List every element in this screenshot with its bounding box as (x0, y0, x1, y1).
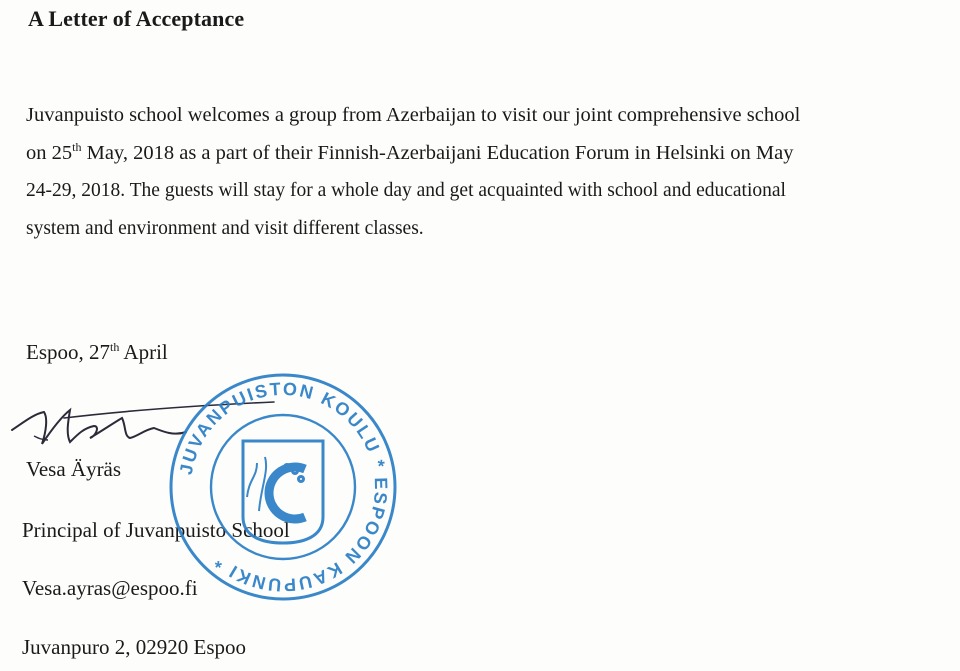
letter-body (26, 96, 956, 248)
school-stamp-seal (166, 370, 400, 604)
signer-name: Vesa Äyräs (26, 457, 122, 481)
date-end: April (119, 340, 168, 364)
body-line-2 (26, 134, 956, 172)
signer-role: Principal of Juvanpuisto School (22, 518, 290, 542)
letter-date (26, 340, 168, 365)
svg-text:JUVANPUISTON KOULU * ESPOON KA: JUVANPUISTON KOULU * ESPOON KAUPUNKI * (175, 378, 392, 596)
body-line-3: 24-29, 2018. The guests will stay for a whole day and get acquainted with school and educational (26, 180, 786, 201)
signer-email: Vesa.ayras@espoo.fi (22, 576, 198, 600)
body-line-4: system and environment and visit different classes. (26, 218, 424, 239)
date-ordinal: th (110, 340, 120, 354)
signer-address: Juvanpuro 2, 02920 Espoo (22, 635, 246, 659)
body-line-1: Juvanpuisto school welcomes a group from Azerbaijan to visit our joint comprehensive school (26, 104, 801, 126)
date-start: Espoo, 27 (26, 340, 110, 364)
body-line-2-ordinal: th (72, 140, 82, 155)
body-line-2-start: on 25 (26, 142, 73, 164)
body-line-2-end: May, 2018 as a part of their Finnish-Azerbaijani Education Forum in Helsinki on May (81, 142, 794, 164)
letter-title: A Letter of Acceptance (28, 6, 245, 31)
